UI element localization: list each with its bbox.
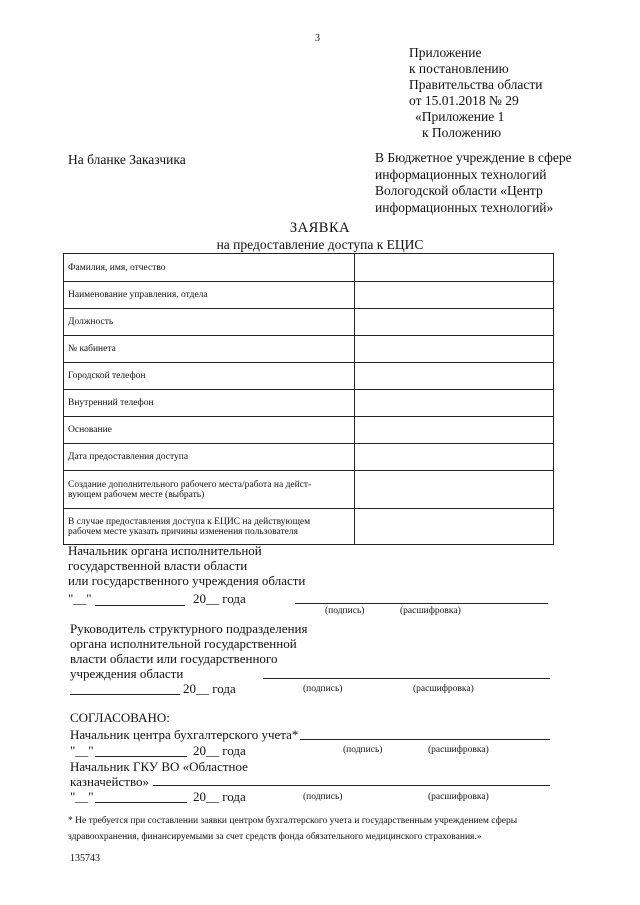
accounting-head-title: Начальник центра бухгалтерского учета* xyxy=(70,727,299,742)
row-label xyxy=(64,363,355,390)
document-subtitle: на предоставление доступа к ЕЦИС xyxy=(216,237,424,252)
row-label xyxy=(64,282,355,309)
table-row xyxy=(64,471,554,509)
head-unit-line: власти области или государственного xyxy=(70,651,278,666)
footnote-line: здравоохранения, финансируемыми за счет средств фонда обязательного медицинского страхования.» xyxy=(68,832,482,842)
signature-caption: (подпись) xyxy=(303,792,343,802)
head-org-line: Начальник органа исполнительной xyxy=(68,543,262,558)
table-row xyxy=(64,509,554,545)
head-unit-title xyxy=(70,621,307,681)
addressee-line: информационных технологий xyxy=(375,166,547,182)
row-label xyxy=(64,471,355,509)
row-value-field[interactable] xyxy=(355,390,554,417)
row-label-text: Основание xyxy=(68,425,112,435)
date-month-line[interactable] xyxy=(95,605,185,606)
signature-caption: (подпись) xyxy=(325,606,365,616)
date-quote: "__" xyxy=(70,743,94,758)
signature-line[interactable] xyxy=(295,603,548,604)
table-row xyxy=(64,336,554,363)
head-unit-line: органа исполнительной государственной xyxy=(70,636,297,651)
table-row xyxy=(64,309,554,336)
head-org-title xyxy=(68,543,305,588)
date-month-line[interactable] xyxy=(95,756,187,757)
table-row xyxy=(64,444,554,471)
table-row xyxy=(64,282,554,309)
row-value-field[interactable] xyxy=(355,509,554,545)
row-label-text: Должность xyxy=(68,317,114,327)
row-label-text: вующем рабочем месте (выбрать) xyxy=(68,489,205,500)
row-value-field[interactable] xyxy=(355,417,554,444)
head-unit-line: учреждения области xyxy=(70,666,184,681)
signature-caption: (подпись) xyxy=(303,684,343,694)
signature-caption: (подпись) xyxy=(343,745,383,755)
row-value-field[interactable] xyxy=(355,336,554,363)
date-month-line[interactable] xyxy=(95,802,187,803)
row-value-field[interactable] xyxy=(355,471,554,509)
decode-caption: (расшифровка) xyxy=(428,745,489,755)
signature-line[interactable] xyxy=(300,739,550,740)
decode-caption: (расшифровка) xyxy=(400,606,461,616)
addressee-line: информационных технологий» xyxy=(375,199,554,215)
row-label-text: Городской телефон xyxy=(68,371,146,381)
footnote-line: * Не требуется при составлении заявки центром бухгалтерского учета и государственным учреждением сферы xyxy=(68,816,518,826)
appendix-line: Приложение xyxy=(409,45,482,60)
row-label xyxy=(64,336,355,363)
row-label-text: Дата предоставления доступа xyxy=(68,452,189,462)
row-value-field[interactable] xyxy=(355,282,554,309)
row-label xyxy=(64,444,355,471)
row-label xyxy=(64,390,355,417)
treasury-line: казначейство» xyxy=(70,774,149,789)
footnote xyxy=(68,813,603,845)
row-label xyxy=(64,309,355,336)
signature-line[interactable] xyxy=(263,678,550,679)
row-label-text: рабочем месте указать причины изменения пользователя xyxy=(68,526,298,537)
row-label xyxy=(64,417,355,444)
treasury-line: Начальник ГКУ ВО «Областное xyxy=(70,759,248,774)
document-title: ЗАЯВКА xyxy=(289,220,351,236)
row-label-text: Фамилия, имя, отчество xyxy=(68,262,166,273)
appendix-line: Правительства области xyxy=(409,77,543,92)
appendix-line: к Положению xyxy=(422,125,502,140)
addressee-line: В Бюджетное учреждение в сфере xyxy=(375,150,572,165)
table-row xyxy=(64,363,554,390)
date-quote: "__" xyxy=(68,591,92,606)
row-label-text: Внутренний телефон xyxy=(68,398,154,408)
addressee-block xyxy=(375,150,572,216)
addressee-line: Вологодской области «Центр xyxy=(375,183,543,198)
decode-caption: (расшифровка) xyxy=(428,792,489,802)
document-number: 135743 xyxy=(70,853,100,864)
row-label-text: В случае предоставления доступа к ЕЦИС на действующем xyxy=(68,516,311,527)
appendix-line: от 15.01.2018 № 29 xyxy=(409,93,519,108)
signature-line[interactable] xyxy=(153,785,550,786)
date-year: 20__ года xyxy=(183,681,236,696)
date-line[interactable] xyxy=(70,694,180,695)
row-value-field[interactable] xyxy=(355,363,554,390)
date-year: 20__ года xyxy=(193,789,246,804)
customer-letterhead: На бланке Заказчика xyxy=(68,152,186,167)
appendix-line: к постановлению xyxy=(409,61,509,76)
row-label xyxy=(64,254,355,282)
page-number: 3 xyxy=(315,33,320,44)
row-label xyxy=(64,509,355,545)
head-unit-line: Руководитель структурного подразделения xyxy=(70,621,308,636)
decode-caption: (расшифровка) xyxy=(413,684,474,694)
head-org-line: государственной власти области xyxy=(68,558,248,573)
table-row xyxy=(64,417,554,444)
request-form-table xyxy=(63,253,554,545)
date-year: 20__ года xyxy=(193,591,246,606)
table-row xyxy=(64,254,554,282)
head-org-line: или государственного учреждения области xyxy=(68,573,306,588)
date-year: 20__ года xyxy=(193,743,246,758)
row-label-text: Создание дополнительного рабочего места/работа на дейст- xyxy=(68,479,312,490)
agreed-label: СОГЛАСОВАНО: xyxy=(70,710,170,725)
row-value-field[interactable] xyxy=(355,254,554,282)
row-label-text: Наименование управления, отдела xyxy=(68,290,208,300)
row-value-field[interactable] xyxy=(355,309,554,336)
appendix-line: «Приложение 1 xyxy=(415,109,505,124)
row-value-field[interactable] xyxy=(355,444,554,471)
table-row xyxy=(64,390,554,417)
date-quote: "__" xyxy=(70,789,94,804)
appendix-block xyxy=(409,45,542,141)
row-label-text: № кабинета xyxy=(68,344,116,354)
